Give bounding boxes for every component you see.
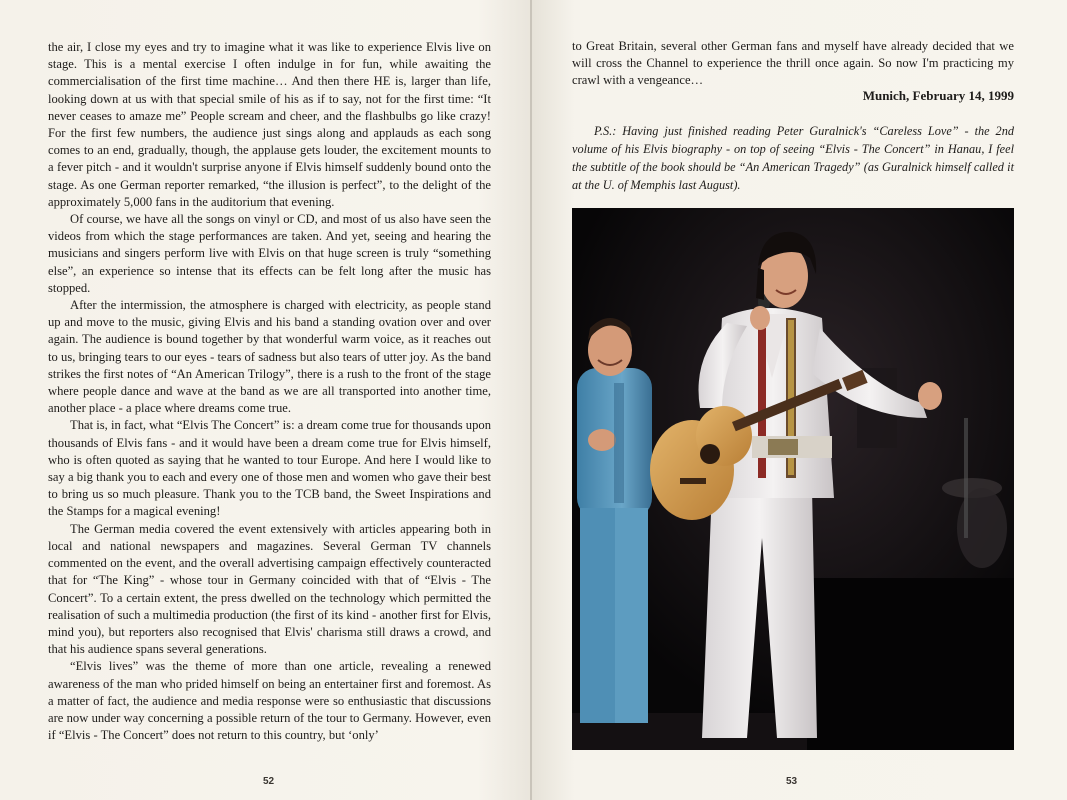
signoff-date: Munich, February 14, 1999: [862, 88, 1014, 103]
page-number-right: 53: [786, 776, 798, 787]
left-page: [0, 0, 531, 800]
paragraph: Of course, we have all the songs on vinyl or CD, and most of us also have seen the videos from which the stage performances are taken. And yet, seeing and hearing the musicians and singers perform live with Elvis on that huge screen is truly “something else”, an experience so intense that its effects can be felt long after the music has stopped.: [48, 212, 491, 295]
paragraph: That is, in fact, what “Elvis The Concert” is: a dream come true for thousands upon thousands of Elvis fans - and it would have been a dream come true for Elvis himself, who is often quoted as saying that he wanted to tour Europe. And here I would like to say a big thank you to each and every one of those men and women who gave their best to bring us so much pleasure. Thank you to the TCB band, the Sweet Inspirations and the Stamps for a magical evening!: [48, 418, 491, 519]
right-page-body: [572, 38, 1014, 90]
paragraph: “Elvis lives” was the theme of more than one article, revealing a renewed awareness of the man who prided himself on being an entertainer first and foremost. As a matter of fact, the audience and media response were so enthusiastic that discussions are now under way concerning a possible return of the tour to Germany. However, even if “Elvis - The Concert” does not return to this country, but ‘only’: [48, 659, 491, 743]
postscript: [572, 122, 1014, 194]
left-page-body: [48, 39, 491, 744]
paragraph: After the intermission, the atmosphere is charged with electricity, as people stand up and move to the music, giving Elvis and his band a standing ovation over and over again. The audience is bound together by that wonderful warm voice, as it reaches out to us, bringing tears to our eyes - tears of sadness but also tears of utter joy. As the band strikes the first notes of “An American Trilogy”, there is a rush to the front of the stage where people dance and wave at the band as we are all transported into another time, another place - a place where dreams come true.: [48, 298, 491, 416]
concert-photo: [572, 208, 1014, 750]
concert-photo-illustration: [572, 208, 1014, 750]
paragraph: The German media covered the event extensively with articles appearing both in local and national newspapers and magazines. Several German TV channels commented on the event, and the overall advertising campaign effectively counteracted that for “The King” - whose tour in Germany coincided with that of “Elvis - The Concert”. To a certain extent, the press dwelled on the technology which permitted the realisation of such a multimedia production (the first of its kind - another first for Elvis, mind you), but reporters also recognised that Elvis' charisma still draws a crowd, and that his audience spans several generations.: [48, 521, 491, 657]
page-number-left: 52: [263, 776, 275, 787]
paragraph: to Great Britain, several other German fans and myself have already decided that we will cross the Channel to experience the thrill once again. So now I'm practicing my crawl with a vengeance…: [572, 39, 1014, 88]
postscript-text: P.S.: Having just finished reading Peter Guralnick's “Careless Love” - the 2nd volume of his Elvis biography - on top of seeing “Elvis - The Concert” in Hanau, I feel the subtitle of the book should be “An American Tragedy” (as Guralnick himself called it at the U. of Memphis last August).: [572, 124, 1014, 192]
paragraph: the air, I close my eyes and try to imagine what it was like to experience Elvis live on stage. This is a mental exercise I often indulge in for fun, while awaiting the commercialisation of the first time machine… And then there HE is, larger than life, looking down at us with that special smile of his as if to say, not for the first time: “It never ceases to amaze me” People scream and cheer, and the flashbulbs go like crazy! For the first few numbers, the audience just sings along and applauds as each song comes to an end, gradually, though, the applause gets louder, the excitement mounts to a fever pitch - and it wouldn't surprise anyone if Elvis himself suddenly bound onto the stage. As one German reporter remarked, “the illusion is perfect”, to the delight of the approximately 5,000 fans in the auditorium that evening.: [48, 40, 491, 209]
musician-figure: [577, 318, 652, 723]
